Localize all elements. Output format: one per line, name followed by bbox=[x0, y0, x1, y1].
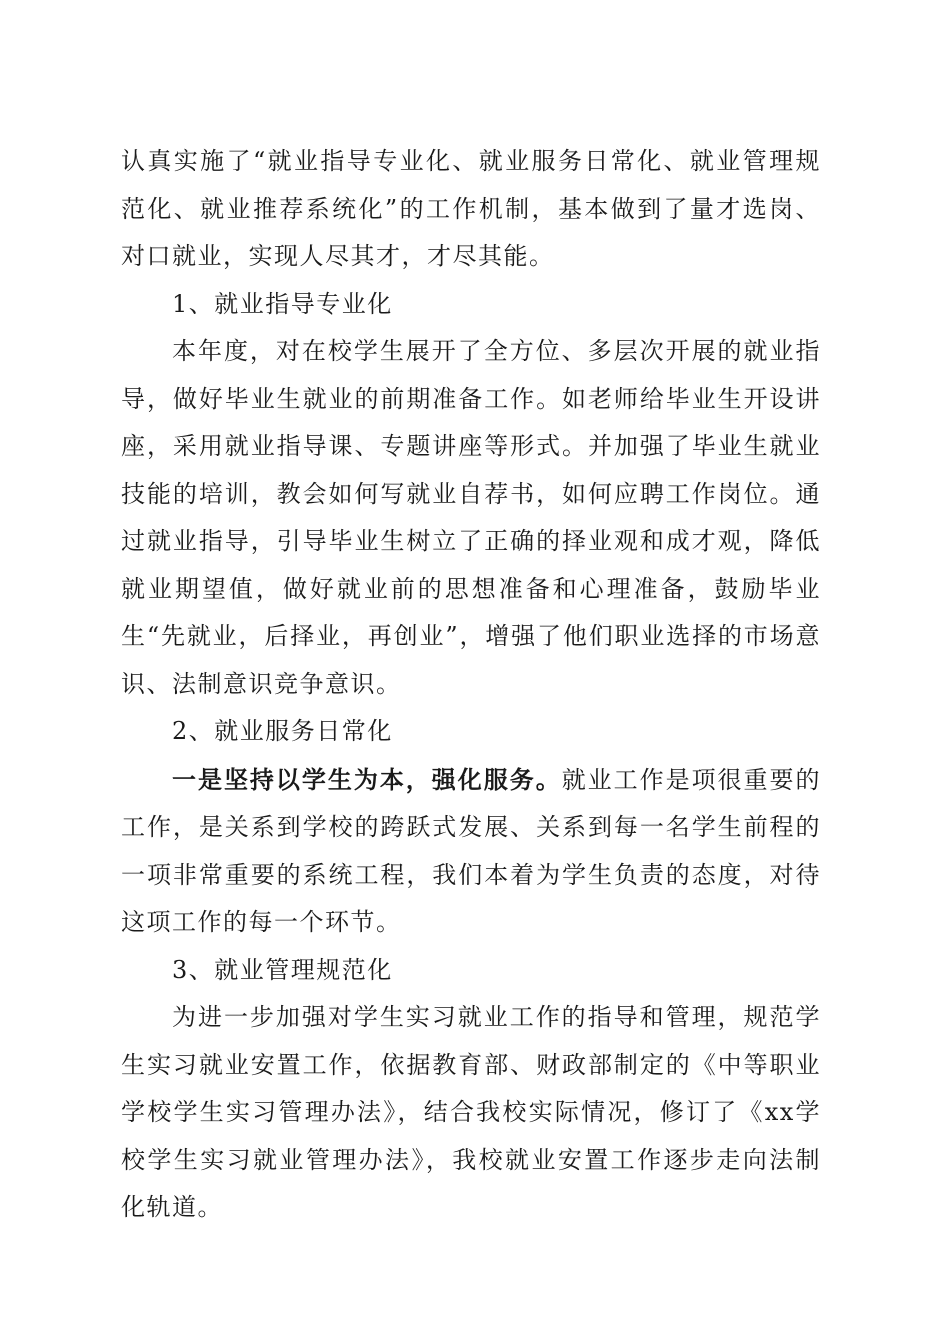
section-heading-2: 2、就业服务日常化 bbox=[172, 717, 393, 745]
paragraph-service-lead: 一是坚持以学生为本，强化服务。 bbox=[172, 764, 562, 794]
paragraph-service bbox=[121, 756, 821, 947]
paragraph-intro: 认真实施了“就业指导专业化、就业服务日常化、就业管理规范化、就业推荐系统化”的工作机制，基本做到了量才选岗、对口就业，实现人尽其才，才尽其能。 bbox=[121, 147, 821, 270]
paragraph-management: 为进一步加强对学生实习就业工作的指导和管理，规范学生实习就业安置工作，依据教育部、财政部制定的《中等职业学校学生实习管理办法》，结合我校实际情况，修订了《xx学校学生实习就业管理办法》，我校就业安置工作逐步走向法制化轨道。 bbox=[121, 1003, 821, 1221]
paragraph-guidance: 本年度，对在校学生展开了全方位、多层次开展的就业指导，做好毕业生就业的前期准备工作。如老师给毕业生开设讲座，采用就业指导课、专题讲座等形式。并加强了毕业生就业技能的培训，教会如何写就业自荐书，如何应聘工作岗位。通过就业指导，引导毕业生树立了正确的择业观和成才观，降低就业期望值，做好就业前的思想准备和心理准备，鼓励毕业生“先就业，后择业，再创业”，增强了他们职业选择的市场意识、法制意识竞争意识。 bbox=[121, 337, 821, 698]
paragraph-service-body: 就业工作是项很重要的工作，是关系到学校的跨跃式发展、关系到每一名学生前程的一项非常重要的系统工程，我们本着为学生负责的态度，对待这项工作的每一个环节。 bbox=[121, 765, 821, 936]
section-heading-3: 3、就业管理规范化 bbox=[172, 955, 393, 984]
document-body bbox=[121, 138, 821, 1232]
section-heading-1: 1、就业指导专业化 bbox=[172, 289, 393, 318]
